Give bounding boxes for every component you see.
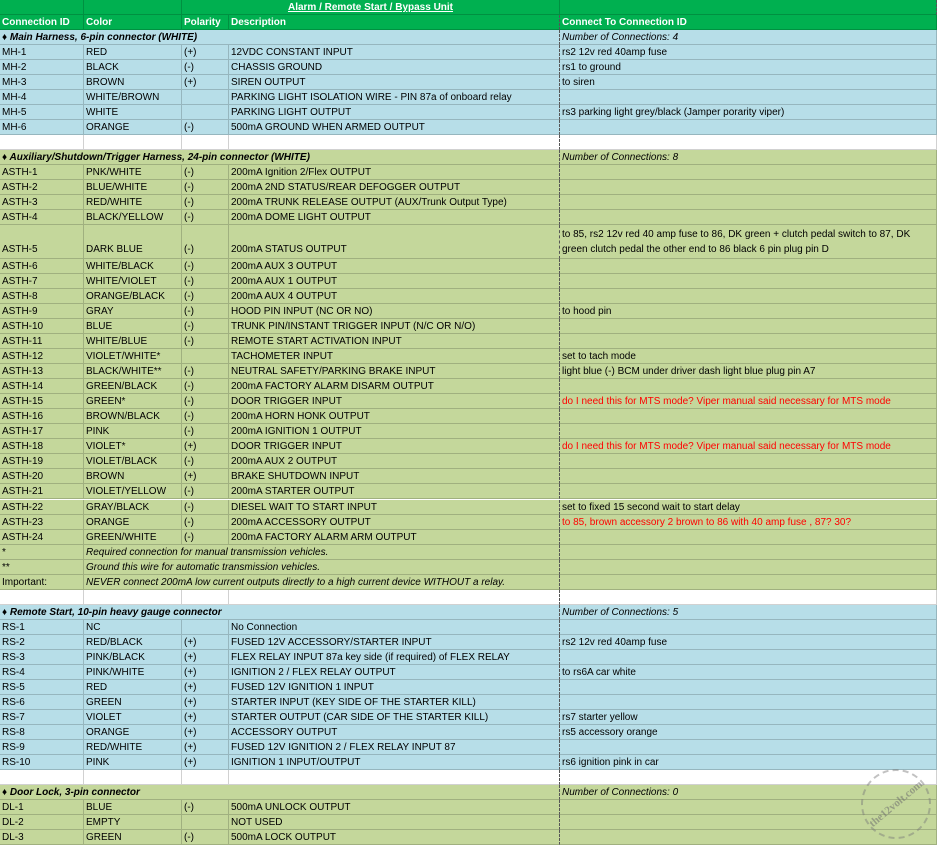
cell-description[interactable]: STARTER INPUT (KEY SIDE OF THE STARTER KILL) <box>229 695 560 710</box>
cell-id[interactable]: RS-9 <box>0 740 84 755</box>
cell-description[interactable]: REMOTE START ACTIVATION INPUT <box>229 334 560 349</box>
cell-description[interactable]: IGNITION 2 / FLEX RELAY OUTPUT <box>229 665 560 680</box>
cell-connect-to[interactable] <box>560 830 937 845</box>
cell-connect-to[interactable] <box>560 530 937 545</box>
section-count-aux[interactable]: Number of Connections: 8 <box>560 150 937 165</box>
cell-color[interactable]: ORANGE <box>84 515 182 530</box>
cell-connect-to[interactable]: rs6 ignition pink in car <box>560 755 937 770</box>
cell-id[interactable]: ASTH-1 <box>0 165 84 180</box>
cell-id[interactable]: ASTH-4 <box>0 210 84 225</box>
cell-polarity[interactable]: (+) <box>182 740 229 755</box>
cell-id[interactable]: ASTH-2 <box>0 180 84 195</box>
cell-polarity[interactable]: (-) <box>182 210 229 225</box>
cell-description[interactable]: 200mA TRUNK RELEASE OUTPUT (AUX/Trunk Output Type) <box>229 195 560 210</box>
cell-connect-to[interactable] <box>560 454 937 469</box>
cell-connect-to[interactable] <box>560 680 937 695</box>
section-count-dl[interactable]: Number of Connections: 0 <box>560 785 937 800</box>
spacer-cell[interactable] <box>182 770 229 785</box>
section-count-main[interactable]: Number of Connections: 4 <box>560 30 937 45</box>
spacer-cell[interactable] <box>182 590 229 605</box>
cell-connect-to[interactable]: rs3 parking light grey/black (Jamper porarity viper) <box>560 105 937 120</box>
cell-id[interactable]: ASTH-3 <box>0 195 84 210</box>
cell-polarity[interactable]: (+) <box>182 635 229 650</box>
cell-id[interactable]: RS-5 <box>0 680 84 695</box>
cell-polarity[interactable]: (-) <box>182 259 229 274</box>
cell-connect-to[interactable]: set to tach mode <box>560 349 937 364</box>
cell-id[interactable]: ASTH-24 <box>0 530 84 545</box>
cell-color[interactable]: DARK BLUE <box>84 225 182 259</box>
cell-connect-to[interactable] <box>560 469 937 484</box>
cell-id[interactable]: RS-6 <box>0 695 84 710</box>
cell-description[interactable]: 200mA Ignition 2/Flex OUTPUT <box>229 165 560 180</box>
cell-id[interactable]: ASTH-10 <box>0 319 84 334</box>
cell-description[interactable]: 12VDC CONSTANT INPUT <box>229 45 560 60</box>
cell-description[interactable]: CHASSIS GROUND <box>229 60 560 75</box>
note-mark[interactable]: Important: <box>0 575 84 590</box>
cell-description[interactable]: 200mA FACTORY ALARM ARM OUTPUT <box>229 530 560 545</box>
cell-connect-to[interactable] <box>560 424 937 439</box>
cell-color[interactable]: WHITE <box>84 105 182 120</box>
cell-id[interactable]: ASTH-19 <box>0 454 84 469</box>
spacer-cell[interactable] <box>0 590 84 605</box>
cell-connect-to[interactable] <box>560 650 937 665</box>
cell-polarity[interactable]: (-) <box>182 120 229 135</box>
cell-id[interactable]: RS-1 <box>0 620 84 635</box>
cell-color[interactable]: RED/WHITE <box>84 740 182 755</box>
cell-color[interactable]: PINK <box>84 755 182 770</box>
cell-color[interactable]: BROWN/BLACK <box>84 409 182 424</box>
cell-polarity[interactable]: (-) <box>182 800 229 815</box>
unit-title[interactable]: Alarm / Remote Start / Bypass Unit <box>182 0 560 15</box>
col-header-polarity[interactable]: Polarity <box>182 15 229 30</box>
cell-connect-to[interactable]: rs2 12v red 40amp fuse <box>560 635 937 650</box>
cell-id[interactable]: ASTH-14 <box>0 379 84 394</box>
cell-connect-to[interactable]: to hood pin <box>560 304 937 319</box>
cell-description[interactable]: PARKING LIGHT OUTPUT <box>229 105 560 120</box>
cell-id[interactable]: RS-10 <box>0 755 84 770</box>
cell-connect-to[interactable] <box>560 484 937 499</box>
cell-polarity[interactable]: (+) <box>182 680 229 695</box>
cell-id[interactable]: MH-2 <box>0 60 84 75</box>
note-empty[interactable] <box>560 560 937 575</box>
cell-id[interactable]: DL-3 <box>0 830 84 845</box>
cell-description[interactable]: FUSED 12V IGNITION 2 / FLEX RELAY INPUT 87 <box>229 740 560 755</box>
cell-id[interactable]: RS-4 <box>0 665 84 680</box>
section-title-aux[interactable]: ♦ Auxiliary/Shutdown/Trigger Harness, 24-pin connector (WHITE) <box>0 150 560 165</box>
cell-color[interactable]: GRAY/BLACK <box>84 500 182 515</box>
spacer-cell[interactable] <box>560 770 937 785</box>
cell-polarity[interactable] <box>182 349 229 364</box>
cell-color[interactable]: PINK/BLACK <box>84 650 182 665</box>
cell-connect-to[interactable] <box>560 165 937 180</box>
cell-color[interactable]: RED/WHITE <box>84 195 182 210</box>
cell-connect-to[interactable]: to siren <box>560 75 937 90</box>
cell-connect-to[interactable] <box>560 195 937 210</box>
cell-description[interactable]: 200mA 2ND STATUS/REAR DEFOGGER OUTPUT <box>229 180 560 195</box>
col-header-connect-to[interactable]: Connect To Connection ID <box>560 15 937 30</box>
header-corner-cell[interactable] <box>0 0 84 15</box>
cell-color[interactable]: RED <box>84 680 182 695</box>
note-mark[interactable]: * <box>0 545 84 560</box>
cell-polarity[interactable]: (-) <box>182 454 229 469</box>
cell-polarity[interactable] <box>182 815 229 830</box>
cell-connect-to[interactable] <box>560 319 937 334</box>
cell-color[interactable]: ORANGE <box>84 725 182 740</box>
cell-description[interactable]: NOT USED <box>229 815 560 830</box>
cell-color[interactable]: BLACK/WHITE** <box>84 364 182 379</box>
cell-connect-to[interactable] <box>560 740 937 755</box>
cell-description[interactable]: 200mA AUX 4 OUTPUT <box>229 289 560 304</box>
cell-connect-to[interactable]: do I need this for MTS mode? Viper manual said necessary for MTS mode <box>560 394 937 409</box>
cell-connect-to[interactable] <box>560 620 937 635</box>
cell-color[interactable]: VIOLET/YELLOW <box>84 484 182 499</box>
cell-description[interactable]: BRAKE SHUTDOWN INPUT <box>229 469 560 484</box>
cell-id[interactable]: DL-2 <box>0 815 84 830</box>
header-corner-cell[interactable] <box>84 0 182 15</box>
cell-description[interactable]: IGNITION 1 INPUT/OUTPUT <box>229 755 560 770</box>
cell-color[interactable]: GREEN/BLACK <box>84 379 182 394</box>
cell-polarity[interactable]: (+) <box>182 75 229 90</box>
cell-color[interactable]: ORANGE <box>84 120 182 135</box>
cell-id[interactable]: ASTH-17 <box>0 424 84 439</box>
cell-connect-to[interactable]: to 85, brown accessory 2 brown to 86 with 40 amp fuse , 87? 30? <box>560 515 937 530</box>
spacer-cell[interactable] <box>0 770 84 785</box>
cell-id[interactable]: ASTH-5 <box>0 225 84 259</box>
cell-polarity[interactable]: (-) <box>182 500 229 515</box>
cell-description[interactable]: 500mA GROUND WHEN ARMED OUTPUT <box>229 120 560 135</box>
cell-color[interactable]: GREEN/WHITE <box>84 530 182 545</box>
cell-polarity[interactable] <box>182 105 229 120</box>
cell-polarity[interactable]: (+) <box>182 710 229 725</box>
spacer-cell[interactable] <box>84 770 182 785</box>
cell-color[interactable]: BLACK <box>84 60 182 75</box>
col-header-id[interactable]: Connection ID <box>0 15 84 30</box>
cell-id[interactable]: ASTH-13 <box>0 364 84 379</box>
cell-color[interactable]: GREEN <box>84 695 182 710</box>
cell-description[interactable]: 200mA AUX 2 OUTPUT <box>229 454 560 469</box>
cell-id[interactable]: RS-3 <box>0 650 84 665</box>
cell-connect-to[interactable]: do I need this for MTS mode? Viper manual said necessary for MTS mode <box>560 439 937 454</box>
cell-color[interactable]: BLACK/YELLOW <box>84 210 182 225</box>
cell-color[interactable]: PNK/WHITE <box>84 165 182 180</box>
cell-connect-to[interactable]: set to fixed 15 second wait to start delay <box>560 500 937 515</box>
cell-description[interactable]: SIREN OUTPUT <box>229 75 560 90</box>
cell-id[interactable]: ASTH-23 <box>0 515 84 530</box>
cell-id[interactable]: MH-6 <box>0 120 84 135</box>
cell-polarity[interactable]: (-) <box>182 484 229 499</box>
cell-connect-to[interactable]: rs7 starter yellow <box>560 710 937 725</box>
cell-id[interactable]: RS-2 <box>0 635 84 650</box>
col-header-color[interactable]: Color <box>84 15 182 30</box>
note-text[interactable]: Ground this wire for automatic transmission vehicles. <box>84 560 560 575</box>
cell-id[interactable]: ASTH-15 <box>0 394 84 409</box>
cell-color[interactable]: GREEN <box>84 830 182 845</box>
cell-connect-to[interactable] <box>560 695 937 710</box>
cell-id[interactable]: ASTH-18 <box>0 439 84 454</box>
cell-polarity[interactable]: (+) <box>182 439 229 454</box>
cell-polarity[interactable]: (-) <box>182 304 229 319</box>
cell-color[interactable]: WHITE/VIOLET <box>84 274 182 289</box>
cell-color[interactable]: WHITE/BLUE <box>84 334 182 349</box>
note-text[interactable]: NEVER connect 200mA low current outputs directly to a high current device WITHOUT a relay. <box>84 575 560 590</box>
cell-polarity[interactable]: (-) <box>182 225 229 259</box>
cell-polarity[interactable]: (-) <box>182 289 229 304</box>
col-header-description[interactable]: Description <box>229 15 560 30</box>
spacer-cell[interactable] <box>229 770 560 785</box>
cell-polarity[interactable]: (-) <box>182 334 229 349</box>
cell-description[interactable]: STARTER OUTPUT (CAR SIDE OF THE STARTER KILL) <box>229 710 560 725</box>
cell-polarity[interactable] <box>182 620 229 635</box>
cell-color[interactable]: BLUE/WHITE <box>84 180 182 195</box>
cell-color[interactable]: NC <box>84 620 182 635</box>
cell-connect-to[interactable] <box>560 90 937 105</box>
cell-polarity[interactable]: (-) <box>182 394 229 409</box>
cell-color[interactable]: EMPTY <box>84 815 182 830</box>
cell-connect-to[interactable] <box>560 274 937 289</box>
cell-color[interactable]: PINK/WHITE <box>84 665 182 680</box>
cell-color[interactable]: WHITE/BROWN <box>84 90 182 105</box>
cell-polarity[interactable] <box>182 90 229 105</box>
cell-description[interactable]: TACHOMETER INPUT <box>229 349 560 364</box>
cell-connect-to[interactable] <box>560 180 937 195</box>
cell-polarity[interactable]: (-) <box>182 424 229 439</box>
cell-description[interactable]: 200mA DOME LIGHT OUTPUT <box>229 210 560 225</box>
cell-color[interactable]: ORANGE/BLACK <box>84 289 182 304</box>
cell-description[interactable]: 200mA AUX 3 OUTPUT <box>229 259 560 274</box>
cell-id[interactable]: MH-1 <box>0 45 84 60</box>
spacer-cell[interactable] <box>560 590 937 605</box>
cell-polarity[interactable]: (-) <box>182 180 229 195</box>
cell-polarity[interactable]: (+) <box>182 755 229 770</box>
cell-color[interactable]: WHITE/BLACK <box>84 259 182 274</box>
cell-description[interactable]: 200mA ACCESSORY OUTPUT <box>229 515 560 530</box>
cell-polarity[interactable]: (-) <box>182 515 229 530</box>
cell-description[interactable]: 200mA IGNITION 1 OUTPUT <box>229 424 560 439</box>
cell-id[interactable]: MH-3 <box>0 75 84 90</box>
spacer-cell[interactable] <box>84 590 182 605</box>
cell-color[interactable]: VIOLET <box>84 710 182 725</box>
note-empty[interactable] <box>560 575 937 590</box>
cell-id[interactable]: DL-1 <box>0 800 84 815</box>
cell-description[interactable]: NEUTRAL SAFETY/PARKING BRAKE INPUT <box>229 364 560 379</box>
cell-polarity[interactable]: (-) <box>182 364 229 379</box>
watermark-text: the12volt.com <box>867 778 925 829</box>
cell-description[interactable]: 200mA HORN HONK OUTPUT <box>229 409 560 424</box>
cell-polarity[interactable]: (-) <box>182 530 229 545</box>
cell-color[interactable]: BROWN <box>84 469 182 484</box>
cell-description[interactable]: FUSED 12V ACCESSORY/STARTER INPUT <box>229 635 560 650</box>
cell-description[interactable]: ACCESSORY OUTPUT <box>229 725 560 740</box>
cell-id[interactable]: ASTH-8 <box>0 289 84 304</box>
section-title-dl[interactable]: ♦ Door Lock, 3-pin connector <box>0 785 560 800</box>
cell-description[interactable]: No Connection <box>229 620 560 635</box>
cell-description[interactable]: FUSED 12V IGNITION 1 INPUT <box>229 680 560 695</box>
cell-connect-to[interactable] <box>560 800 937 815</box>
cell-polarity[interactable]: (+) <box>182 665 229 680</box>
cell-id[interactable]: ASTH-9 <box>0 304 84 319</box>
cell-description[interactable]: 500mA LOCK OUTPUT <box>229 830 560 845</box>
cell-description[interactable]: PARKING LIGHT ISOLATION WIRE - PIN 87a of onboard relay <box>229 90 560 105</box>
cell-id[interactable]: ASTH-22 <box>0 500 84 515</box>
cell-id[interactable]: ASTH-16 <box>0 409 84 424</box>
cell-id[interactable]: MH-5 <box>0 105 84 120</box>
cell-color[interactable]: PINK <box>84 424 182 439</box>
cell-id[interactable]: ASTH-20 <box>0 469 84 484</box>
cell-description[interactable]: 200mA STATUS OUTPUT <box>229 225 560 259</box>
cell-id[interactable]: ASTH-21 <box>0 484 84 499</box>
note-mark[interactable]: ** <box>0 560 84 575</box>
section-title-rs[interactable]: ♦ Remote Start, 10-pin heavy gauge connector <box>0 605 560 620</box>
cell-color[interactable]: VIOLET/BLACK <box>84 454 182 469</box>
cell-description[interactable]: 200mA STARTER OUTPUT <box>229 484 560 499</box>
spacer-cell[interactable] <box>182 135 229 150</box>
cell-description[interactable]: FLEX RELAY INPUT 87a key side (if required) of FLEX RELAY <box>229 650 560 665</box>
cell-description[interactable]: 200mA FACTORY ALARM DISARM OUTPUT <box>229 379 560 394</box>
cell-id[interactable]: RS-7 <box>0 710 84 725</box>
spacer-cell[interactable] <box>560 135 937 150</box>
cell-color[interactable]: BLUE <box>84 319 182 334</box>
cell-polarity[interactable]: (+) <box>182 695 229 710</box>
section-count-rs[interactable]: Number of Connections: 5 <box>560 605 937 620</box>
cell-connect-to[interactable] <box>560 815 937 830</box>
cell-polarity[interactable]: (+) <box>182 469 229 484</box>
cell-polarity[interactable]: (-) <box>182 195 229 210</box>
cell-connect-to[interactable]: to rs6A car white <box>560 665 937 680</box>
cell-color[interactable]: RED <box>84 45 182 60</box>
cell-color[interactable]: BLUE <box>84 800 182 815</box>
cell-id[interactable]: ASTH-12 <box>0 349 84 364</box>
cell-polarity[interactable]: (-) <box>182 274 229 289</box>
cell-id[interactable]: ASTH-7 <box>0 274 84 289</box>
cell-polarity[interactable]: (+) <box>182 650 229 665</box>
cell-description[interactable]: DIESEL WAIT TO START INPUT <box>229 500 560 515</box>
spacer-cell[interactable] <box>0 135 84 150</box>
note-empty[interactable] <box>560 545 937 560</box>
note-text[interactable]: Required connection for manual transmission vehicles. <box>84 545 560 560</box>
cell-polarity[interactable]: (-) <box>182 165 229 180</box>
cell-connect-to[interactable] <box>560 289 937 304</box>
cell-description[interactable]: TRUNK PIN/INSTANT TRIGGER INPUT (N/C OR N/O) <box>229 319 560 334</box>
cell-connect-to[interactable] <box>560 210 937 225</box>
spacer-cell[interactable] <box>84 135 182 150</box>
cell-polarity[interactable]: (+) <box>182 45 229 60</box>
cell-id[interactable]: MH-4 <box>0 90 84 105</box>
cell-connect-to[interactable]: rs1 to ground <box>560 60 937 75</box>
cell-color[interactable]: RED/BLACK <box>84 635 182 650</box>
cell-polarity[interactable]: (-) <box>182 409 229 424</box>
cell-connect-to[interactable]: to 85, rs2 12v red 40 amp fuse to 86, DK green + clutch pedal switch to 87, DK green clutch pedal the other end to 86 black 6 pin plug pin D <box>560 225 937 259</box>
header-corner-cell[interactable] <box>560 0 937 15</box>
cell-polarity[interactable]: (+) <box>182 725 229 740</box>
cell-description[interactable]: 200mA AUX 1 OUTPUT <box>229 274 560 289</box>
cell-color[interactable]: GREEN* <box>84 394 182 409</box>
cell-connect-to[interactable] <box>560 409 937 424</box>
spacer-cell[interactable] <box>229 135 560 150</box>
cell-description[interactable]: HOOD PIN INPUT (NC OR NO) <box>229 304 560 319</box>
spacer-cell[interactable] <box>229 590 560 605</box>
cell-connect-to[interactable] <box>560 120 937 135</box>
cell-color[interactable]: VIOLET/WHITE* <box>84 349 182 364</box>
cell-connect-to[interactable]: light blue (-) BCM under driver dash light blue plug pin A7 <box>560 364 937 379</box>
cell-connect-to[interactable] <box>560 259 937 274</box>
cell-description[interactable]: DOOR TRIGGER INPUT <box>229 394 560 409</box>
cell-connect-to[interactable] <box>560 379 937 394</box>
cell-description[interactable]: DOOR TRIGGER INPUT <box>229 439 560 454</box>
cell-polarity[interactable]: (-) <box>182 319 229 334</box>
section-title-main[interactable]: ♦ Main Harness, 6-pin connector (WHITE) <box>0 30 560 45</box>
cell-connect-to[interactable]: rs2 12v red 40amp fuse <box>560 45 937 60</box>
cell-polarity[interactable]: (-) <box>182 60 229 75</box>
cell-polarity[interactable]: (-) <box>182 830 229 845</box>
cell-color[interactable]: VIOLET* <box>84 439 182 454</box>
cell-id[interactable]: RS-8 <box>0 725 84 740</box>
cell-id[interactable]: ASTH-6 <box>0 259 84 274</box>
cell-color[interactable]: BROWN <box>84 75 182 90</box>
cell-connect-to[interactable]: rs5 accessory orange <box>560 725 937 740</box>
cell-connect-to[interactable] <box>560 334 937 349</box>
cell-polarity[interactable]: (-) <box>182 379 229 394</box>
cell-id[interactable]: ASTH-11 <box>0 334 84 349</box>
cell-description[interactable]: 500mA UNLOCK OUTPUT <box>229 800 560 815</box>
cell-color[interactable]: GRAY <box>84 304 182 319</box>
